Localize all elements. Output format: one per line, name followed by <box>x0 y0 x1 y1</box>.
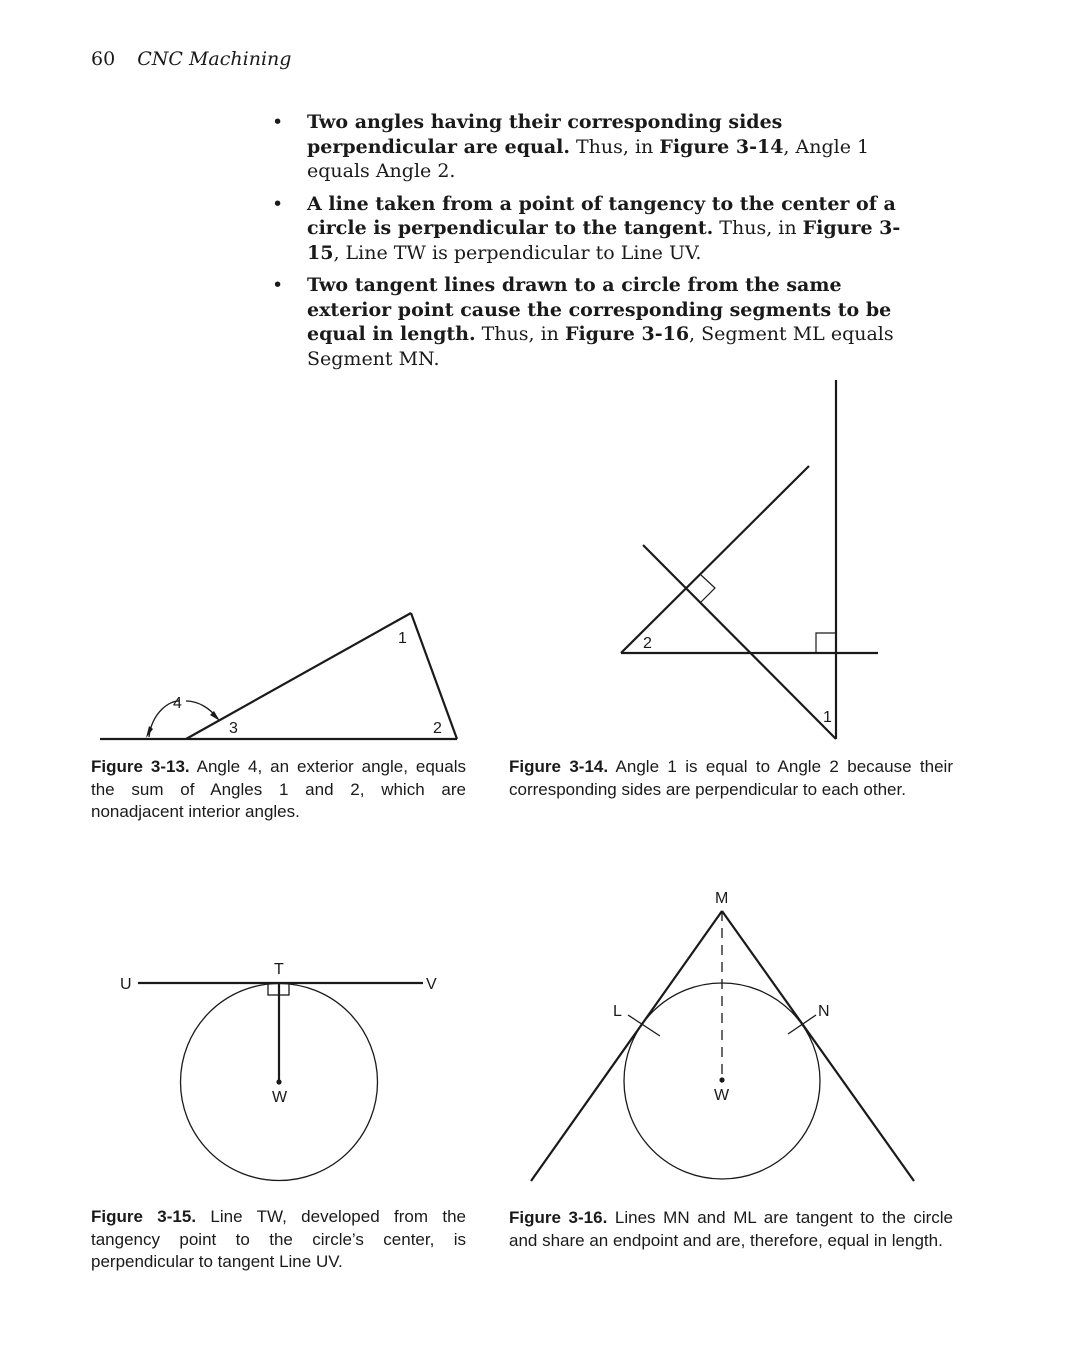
angle-2-label: 2 <box>643 635 652 652</box>
point-w-label: W <box>272 1089 288 1106</box>
rule-text: Thus, in <box>475 323 565 345</box>
figure-3-15-caption <box>91 1206 466 1274</box>
book-title: CNC Machining <box>137 48 292 70</box>
angle-4-label: 4 <box>173 695 182 712</box>
point-m-label: M <box>715 890 729 907</box>
point-v-label: V <box>426 976 437 993</box>
bullet-icon: • <box>272 111 284 133</box>
caption-text: Lines MN and ML are tangent to the circle and share an endpoint and are, therefore, equal in length. <box>509 1208 953 1250</box>
point-w-label: W <box>714 1087 730 1104</box>
rule-text: , Segment ML equals Segment MN. <box>307 323 894 370</box>
bullet-icon: • <box>272 192 284 215</box>
figure-ref: Figure 3-14 <box>659 135 784 158</box>
figure-3-14-caption <box>509 756 953 801</box>
point-t-label: T <box>274 961 284 978</box>
angle-3-label: 3 <box>229 720 238 737</box>
page-number: 60 <box>91 48 116 70</box>
angle-1-label: 1 <box>398 630 407 647</box>
caption-label: Figure 3-14. <box>509 757 609 776</box>
point-l-label: L <box>613 1003 622 1020</box>
bullet-icon: • <box>272 274 284 296</box>
figure-ref: Figure 3-15 <box>307 217 901 264</box>
rule-statement: A line taken from a point of tangency to the center of a circle is perpendicular to the tangent. <box>307 192 896 239</box>
rule-statement: Two angles having their corresponding sides perpendicular are equal. <box>307 111 783 158</box>
rule-text: Thus, in <box>713 217 803 239</box>
caption-text: Line TW, developed from the tangency point to the circle’s center, is perpendicular to tangent Line UV. <box>91 1207 466 1271</box>
rule-text: , Angle 1 equals Angle 2. <box>307 135 870 182</box>
point-n-label: N <box>818 1003 830 1020</box>
rule-text: Thus, in <box>569 135 660 158</box>
caption-label: Figure 3-13. <box>91 757 190 776</box>
angle-1-label: 1 <box>823 709 832 726</box>
caption-text: Angle 1 is equal to Angle 2 because their corresponding sides are perpendicular to each other. <box>509 757 953 799</box>
rule-statement: Two tangent lines drawn to a circle from the same exterior point cause the corresponding segments to be equal in length. <box>307 274 892 345</box>
caption-label: Figure 3-16. <box>509 1208 608 1227</box>
caption-text: Angle 4, an exterior angle, equals the sum of Angles 1 and 2, which are nonadjacent interior angles. <box>91 757 466 821</box>
figure-ref: Figure 3-16 <box>564 323 690 345</box>
caption-label: Figure 3-15. <box>91 1207 197 1226</box>
figure-3-13-caption <box>91 756 466 824</box>
point-u-label: U <box>120 976 132 993</box>
angle-2-label: 2 <box>433 720 442 737</box>
figure-3-16-caption <box>509 1207 953 1252</box>
rule-text: , Line TW is perpendicular to Line UV. <box>333 241 702 264</box>
